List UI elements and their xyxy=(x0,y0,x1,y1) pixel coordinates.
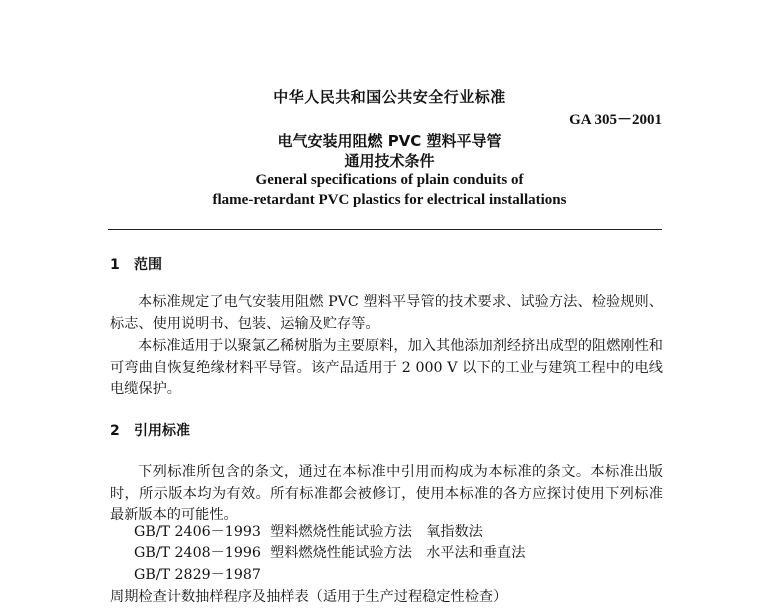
paragraph: 下列标准所包含的条文，通过在本标准中引用而构成为本标准的条文。本标准出版时，所示版本均为有效。所有标准都会被修订，使用本标准的各方应探讨使用下列标准最新版本的可能性。 xyxy=(110,464,663,523)
section-title: 引用标准 xyxy=(134,423,190,439)
reference-code: GB/T 2408－1996 xyxy=(134,545,261,561)
reference-title: 塑料燃烧性能试验方法 水平法和垂直法 xyxy=(270,545,526,561)
title-en-line1: General specifications of plain conduits of xyxy=(255,172,524,188)
header-divider xyxy=(108,229,662,230)
reference-item xyxy=(110,522,663,544)
standard-code: GA 305－2001 xyxy=(569,112,662,128)
section-number: 2 xyxy=(110,423,120,439)
paragraph: 本标准规定了电气安装用阻燃 PVC 塑料平导管的技术要求、试验方法、检验规则、标志、使用说明书、包装、运输及贮存等。 xyxy=(110,294,663,332)
reference-title: 周期检查计数抽样程序及抽样表（适用于生产过程稳定性检查） xyxy=(110,588,508,605)
reference-item xyxy=(110,565,663,608)
section-title: 范围 xyxy=(134,257,162,273)
org-title: 中华人民共和国公共安全行业标准 xyxy=(273,88,506,106)
reference-item xyxy=(110,543,663,565)
section-number: 1 xyxy=(110,257,120,273)
reference-code: GB/T 2829－1987 xyxy=(134,567,261,583)
paragraph: 本标准适用于以聚氯乙稀树脂为主要原料，加入其他添加剂经挤出成型的阻燃刚性和可弯曲自恢复绝缘材料平导管。该产品适用于 2 000 V 以下的工业与建筑工程中的电线电缆保护。 xyxy=(110,338,663,397)
section-2-heading xyxy=(110,420,190,440)
reference-code: GB/T 2406－1993 xyxy=(134,524,261,540)
reference-title: 塑料燃烧性能试验方法 氧指数法 xyxy=(270,524,483,540)
section-1-heading xyxy=(110,254,162,274)
title-cn-line2: 通用技术条件 xyxy=(344,152,435,170)
title-en-line2: flame-retardant PVC plastics for electrical installations xyxy=(212,192,567,208)
title-cn-line1: 电气安装用阻燃 PVC 塑料平导管 xyxy=(277,132,502,150)
